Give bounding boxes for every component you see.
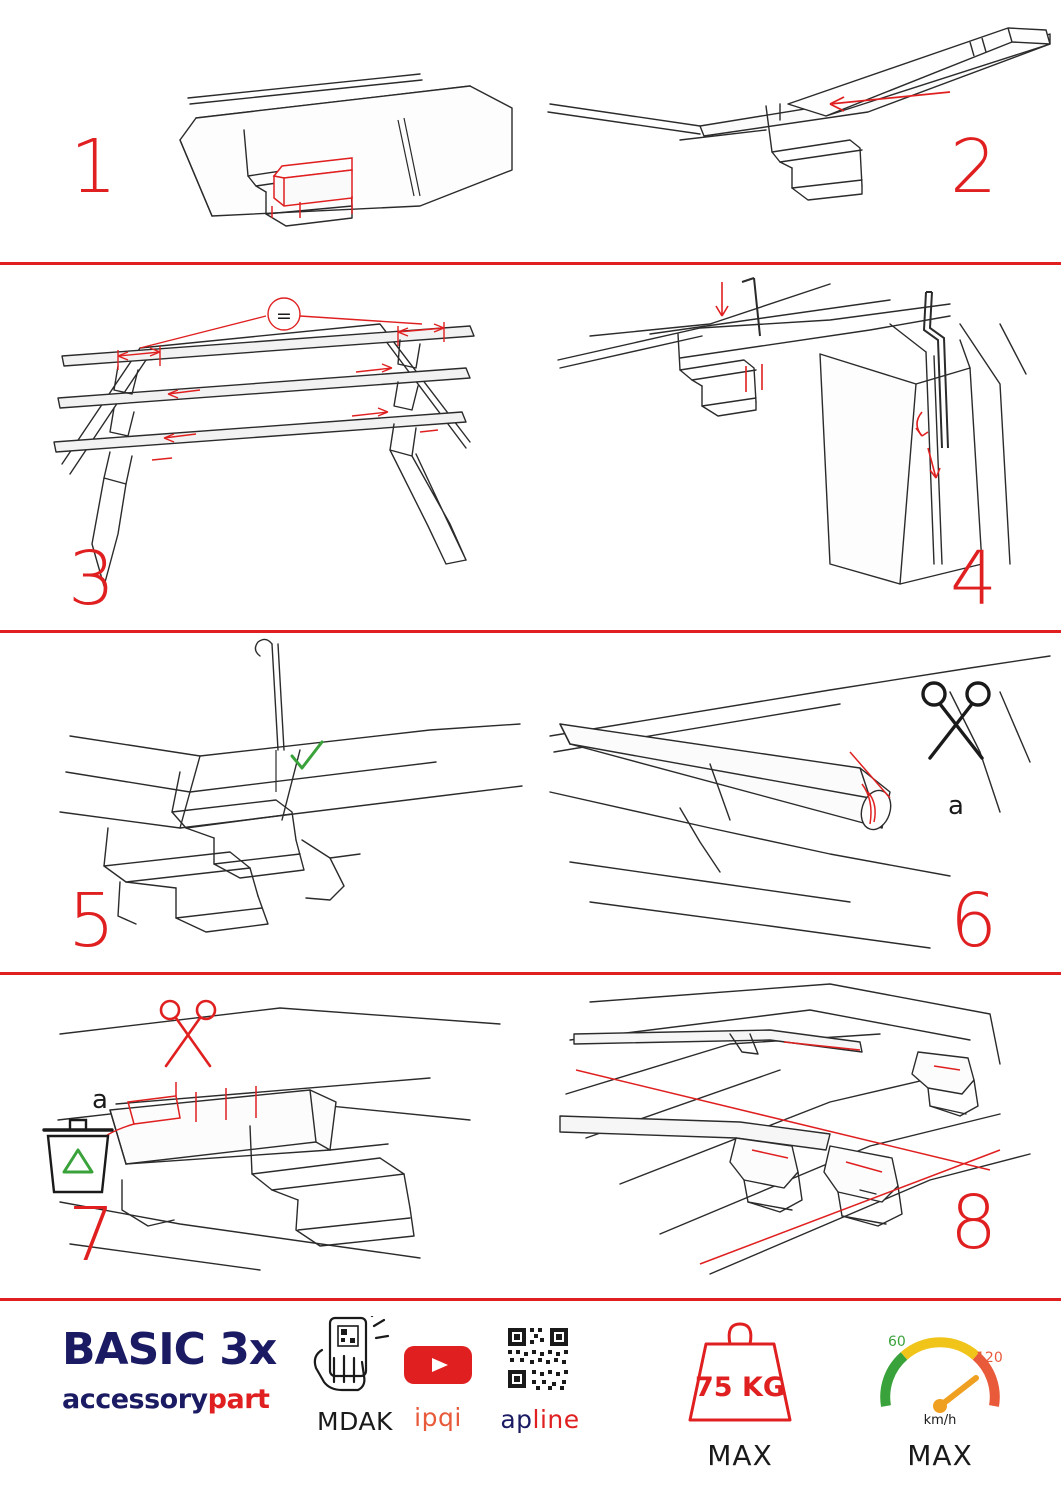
speed-high-label: 120	[976, 1350, 1003, 1366]
step-number-1: 1	[70, 124, 118, 210]
logo-mdak	[300, 1316, 410, 1436]
logo-ipqi-caption: ipqi	[414, 1403, 462, 1432]
logo-ipqi	[396, 1340, 480, 1432]
footer	[0, 1300, 1061, 1500]
qr-scan-hand-icon	[300, 1316, 410, 1394]
brand-block	[62, 1324, 292, 1415]
cut-piece-a-label: a	[92, 1085, 108, 1115]
step-panel-3	[0, 264, 530, 630]
logo-mdak-caption	[300, 1407, 410, 1436]
step-panel-1	[0, 0, 530, 262]
brand-title-main: BASIC	[62, 1324, 205, 1375]
step-panel-4	[530, 264, 1061, 630]
weight-icon	[660, 1310, 820, 1428]
step-panel-7	[0, 974, 530, 1298]
logo-apline-caption	[480, 1405, 600, 1434]
step-number-8: 8	[950, 1180, 998, 1266]
weight-value: 75 KG	[694, 1372, 786, 1403]
step-number-5: 5	[68, 878, 116, 964]
logo-apline	[480, 1324, 600, 1434]
step-panel-6	[530, 632, 1061, 972]
qr-code-icon[interactable]	[480, 1324, 600, 1392]
brand-subtitle	[62, 1386, 292, 1413]
step-number-2: 2	[950, 124, 998, 210]
speed-unit-label: km/h	[923, 1413, 957, 1428]
equal-annotation: =	[276, 305, 292, 327]
step-number-6: 6	[950, 878, 998, 964]
brand-subtitle-second: part	[207, 1384, 270, 1415]
step-number-4: 4	[950, 536, 998, 622]
step-panel-8	[530, 974, 1061, 1298]
step-panel-5	[0, 632, 530, 972]
brand-title-qty: 3x	[219, 1324, 277, 1375]
step-number-3: 3	[68, 536, 116, 622]
brand-subtitle-first: accessory	[62, 1384, 208, 1415]
cut-mark-a-label: a	[948, 791, 964, 821]
speed-limit-block	[860, 1310, 1020, 1472]
mdak-cap-b: A	[358, 1407, 377, 1436]
mdak-cap-c: K	[376, 1407, 393, 1436]
speed-low-label: 60	[888, 1334, 906, 1350]
apline-cap-b: line	[532, 1405, 580, 1434]
brand-title	[62, 1324, 292, 1375]
speedometer-icon	[860, 1310, 1020, 1428]
youtube-icon[interactable]	[396, 1340, 480, 1390]
recycle-bin-icon	[44, 1120, 112, 1192]
mdak-cap-a: MD	[317, 1407, 359, 1436]
weight-limit-block	[660, 1310, 820, 1472]
step-panel-2	[530, 0, 1061, 262]
weight-max-label: MAX	[707, 1439, 773, 1472]
apline-cap-a: ap	[500, 1405, 533, 1434]
speed-max-label: MAX	[907, 1439, 973, 1472]
step-number-7: 7	[68, 1192, 116, 1278]
